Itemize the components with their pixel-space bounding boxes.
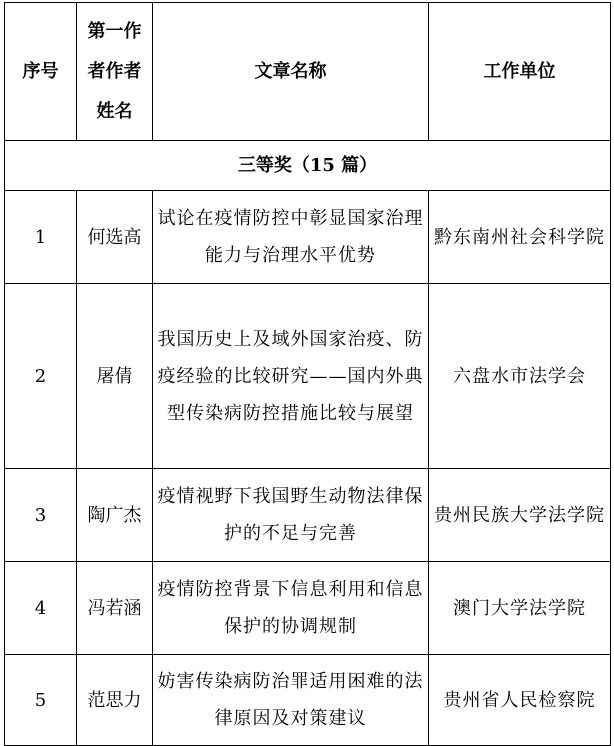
row-no: 5	[5, 655, 77, 746]
row-unit-text: 澳门大学法学院	[453, 597, 586, 619]
row-author: 屠倩	[77, 284, 153, 469]
table-row	[5, 562, 611, 655]
row-title	[153, 191, 429, 284]
row-title-text: 试论在疫情防控中彰显国家治理能力与治理水平优势	[157, 208, 424, 266]
header-no: 序号	[5, 3, 77, 141]
table-row	[5, 469, 611, 562]
row-title	[153, 562, 429, 655]
row-unit-text: 黔东南州社会科学院	[434, 226, 605, 248]
table-row	[5, 284, 611, 469]
table-title: 三等奖（15 篇）	[5, 141, 611, 191]
row-title	[153, 284, 429, 469]
row-no: 1	[5, 191, 77, 284]
awards-table	[4, 2, 611, 746]
row-title-text: 疫情防控背景下信息利用和信息保护的协调规制	[157, 579, 424, 637]
title-row	[5, 141, 611, 191]
table-row	[5, 655, 611, 746]
row-no: 3	[5, 469, 77, 562]
table-row	[5, 191, 611, 284]
row-unit	[429, 191, 611, 284]
row-unit-text: 贵州省人民检察院	[443, 689, 596, 711]
row-unit	[429, 655, 611, 746]
row-title-text: 我国历史上及域外国家治疫、防疫经验的比较研究——国内外典型传染病防控措施比较与展望	[157, 328, 424, 424]
row-no: 2	[5, 284, 77, 469]
row-title	[153, 655, 429, 746]
header-unit: 工作单位	[429, 3, 611, 141]
row-unit	[429, 562, 611, 655]
row-unit	[429, 469, 611, 562]
row-unit-text: 六盘水市法学会	[453, 365, 586, 387]
row-author: 冯若涵	[77, 562, 153, 655]
row-author: 范思力	[77, 655, 153, 746]
row-title-text: 疫情视野下我国野生动物法律保护的不足与完善	[157, 486, 424, 544]
row-no: 4	[5, 562, 77, 655]
header-author-label: 第一作者作者姓名	[87, 20, 142, 122]
header-title: 文章名称	[153, 3, 429, 141]
header-author	[77, 3, 153, 141]
row-title-text: 妨害传染病防治罪适用困难的法律原因及对策建议	[157, 671, 424, 729]
row-author: 何选高	[77, 191, 153, 284]
row-author: 陶广杰	[77, 469, 153, 562]
header-row	[5, 3, 611, 141]
row-title	[153, 469, 429, 562]
row-unit	[429, 284, 611, 469]
row-unit-text: 贵州民族大学法学院	[434, 504, 605, 526]
